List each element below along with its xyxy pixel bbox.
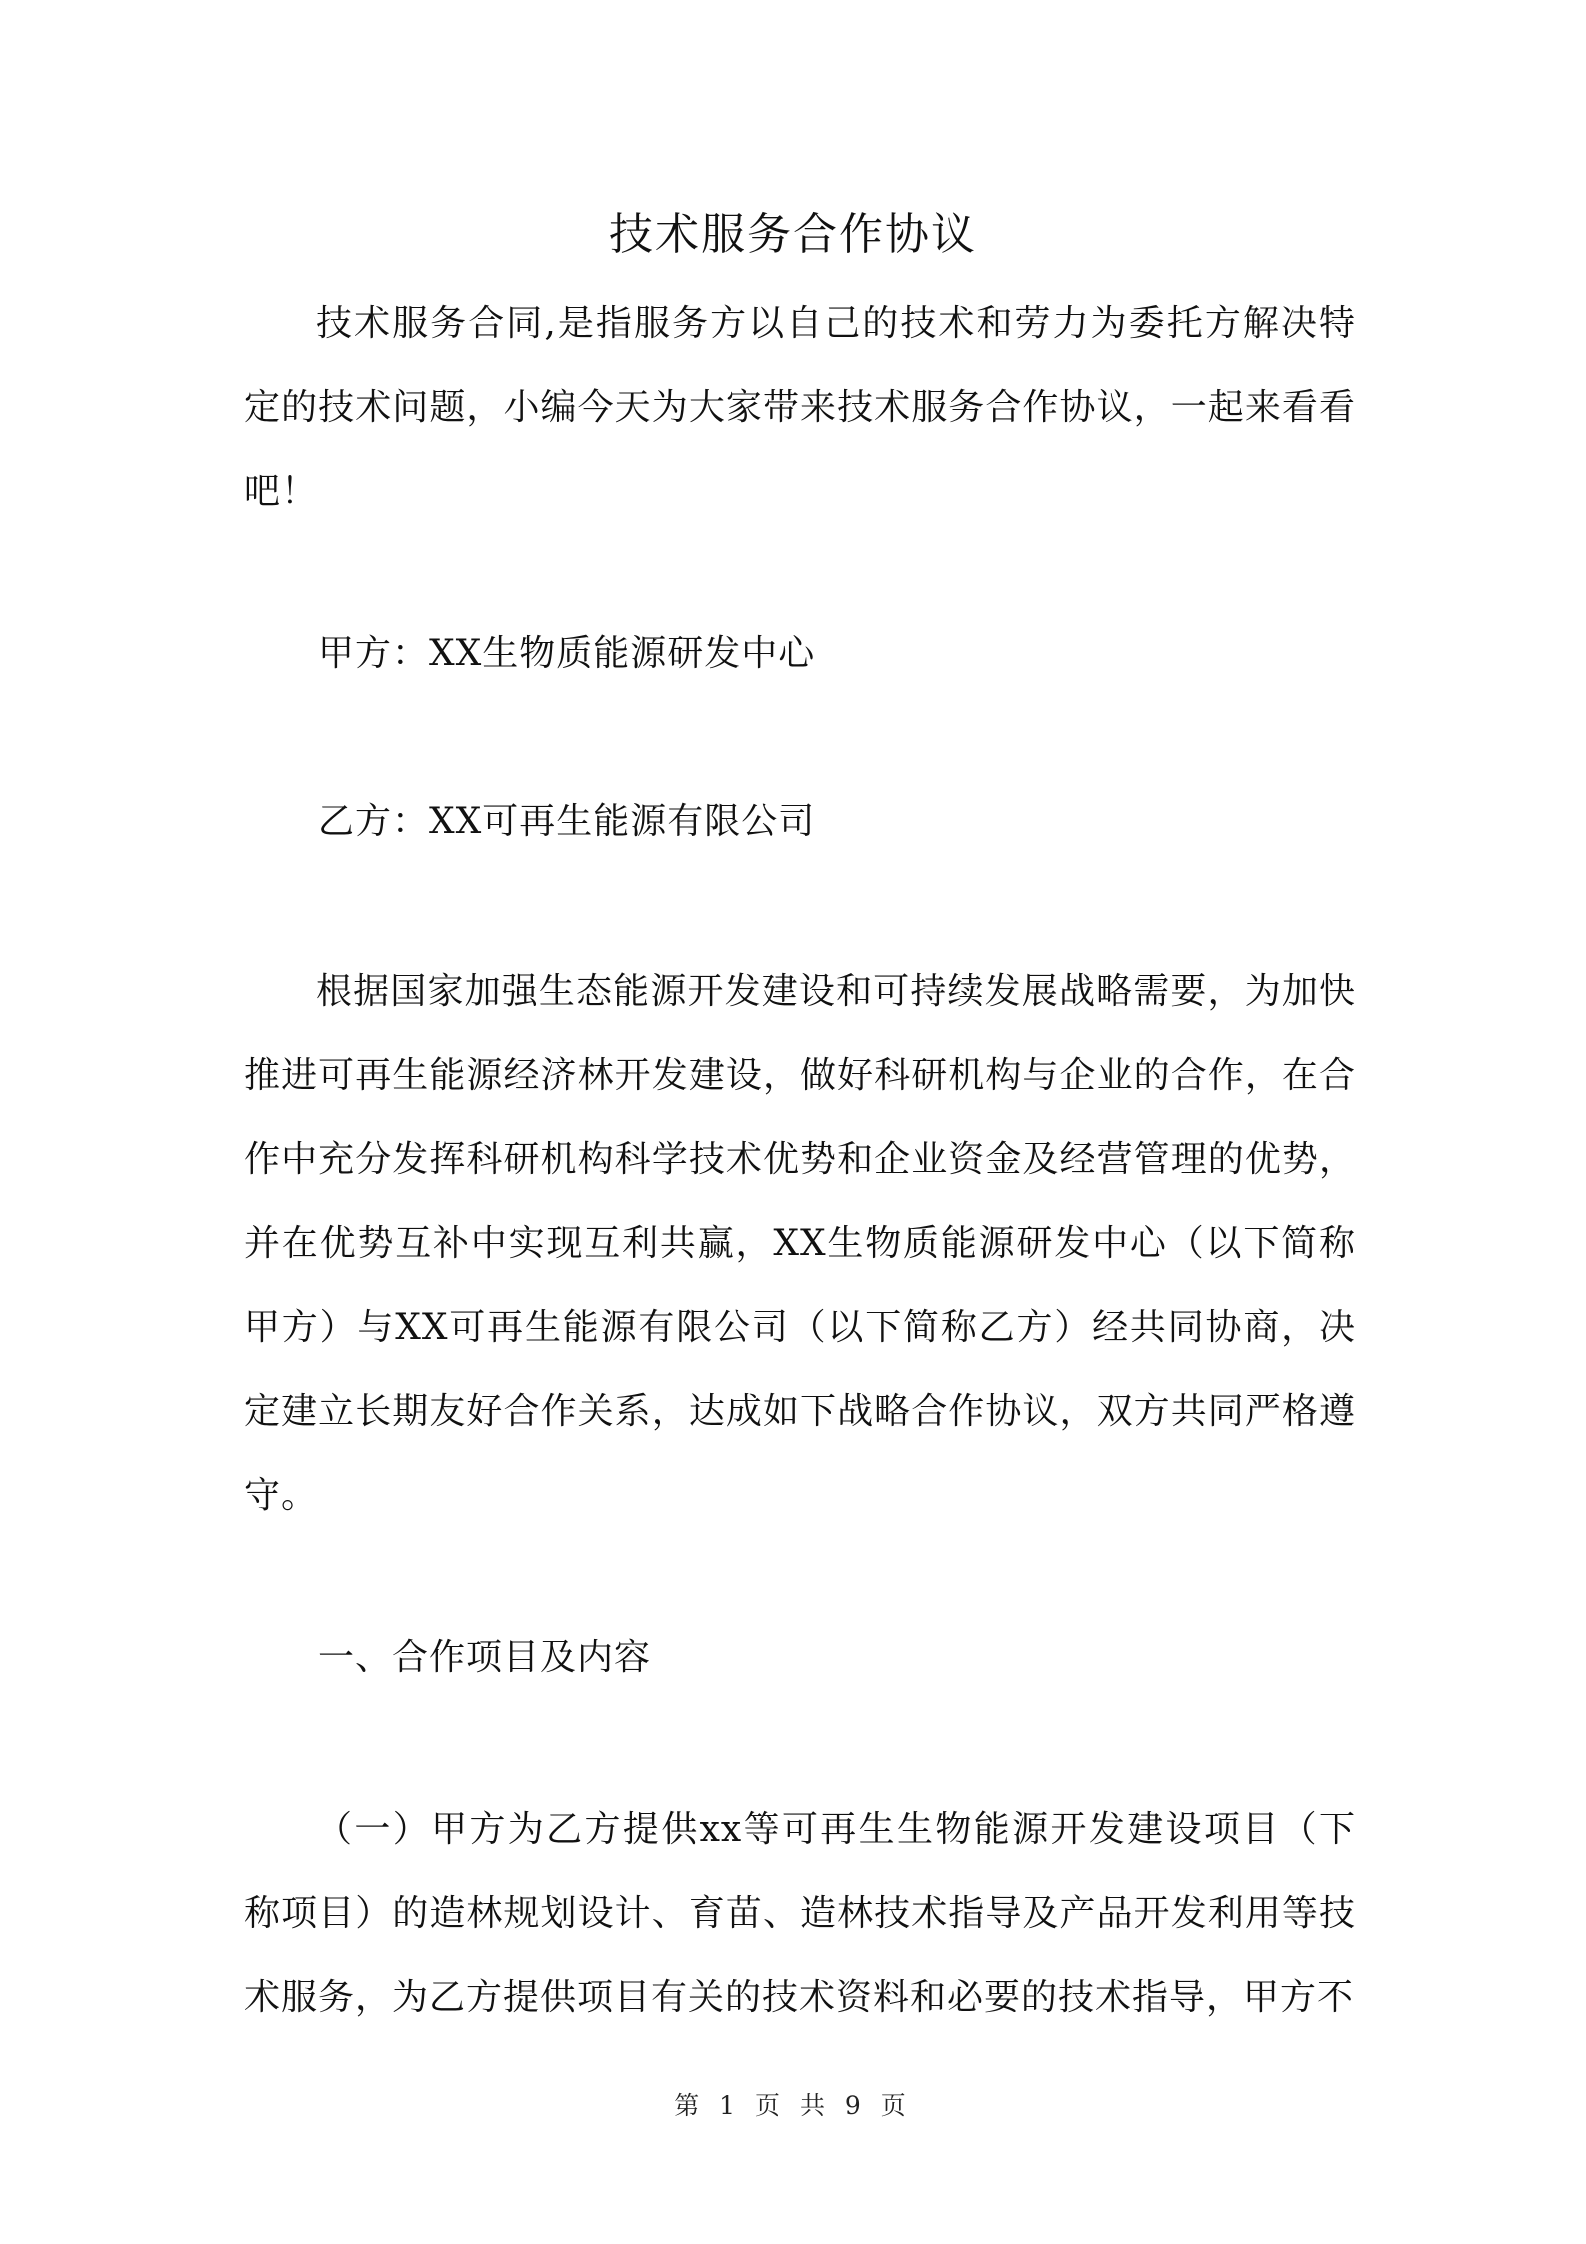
intro-paragraph: 技术服务合同,是指服务方以自己的技术和劳力为委托方解决特定的技术问题，小编今天为大家带来技术服务合作协议，一起来看看吧！: [244, 303, 1356, 512]
section-1-heading: 一、合作项目及内容: [318, 1637, 652, 1678]
party-b-line: 乙方：XX可再生能源有限公司: [318, 801, 816, 842]
page-footer: 第 1 页 共 9 页: [674, 2091, 912, 2120]
party-a-line: 甲方：XX生物质能源研发中心: [318, 633, 816, 674]
document-title: 技术服务合作协议: [609, 209, 977, 260]
preamble-paragraph: 根据国家加强生态能源开发建设和可持续发展战略需要，为加快推进可再生能源经济林开发建设，做好科研机构与企业的合作，在合作中充分发挥科研机构科学技术优势和企业资金及经营管理的优势，并在优势互补中实现互利共赢，XX生物质能源研发中心（以下简称甲方）与XX可再生能源有限公司（以下简称乙方）经共同协商，决定建立长期友好合作关系，达成如下战略合作协议，双方共同严格遵守。: [244, 971, 1356, 1516]
section-1-item-1: （一）甲方为乙方提供xx等可再生生物能源开发建设项目（下称项目）的造林规划设计、育苗、造林技术指导及产品开发利用等技术服务，为乙方提供项目有关的技术资料和必要的技术指导，甲方不: [244, 1809, 1356, 2018]
